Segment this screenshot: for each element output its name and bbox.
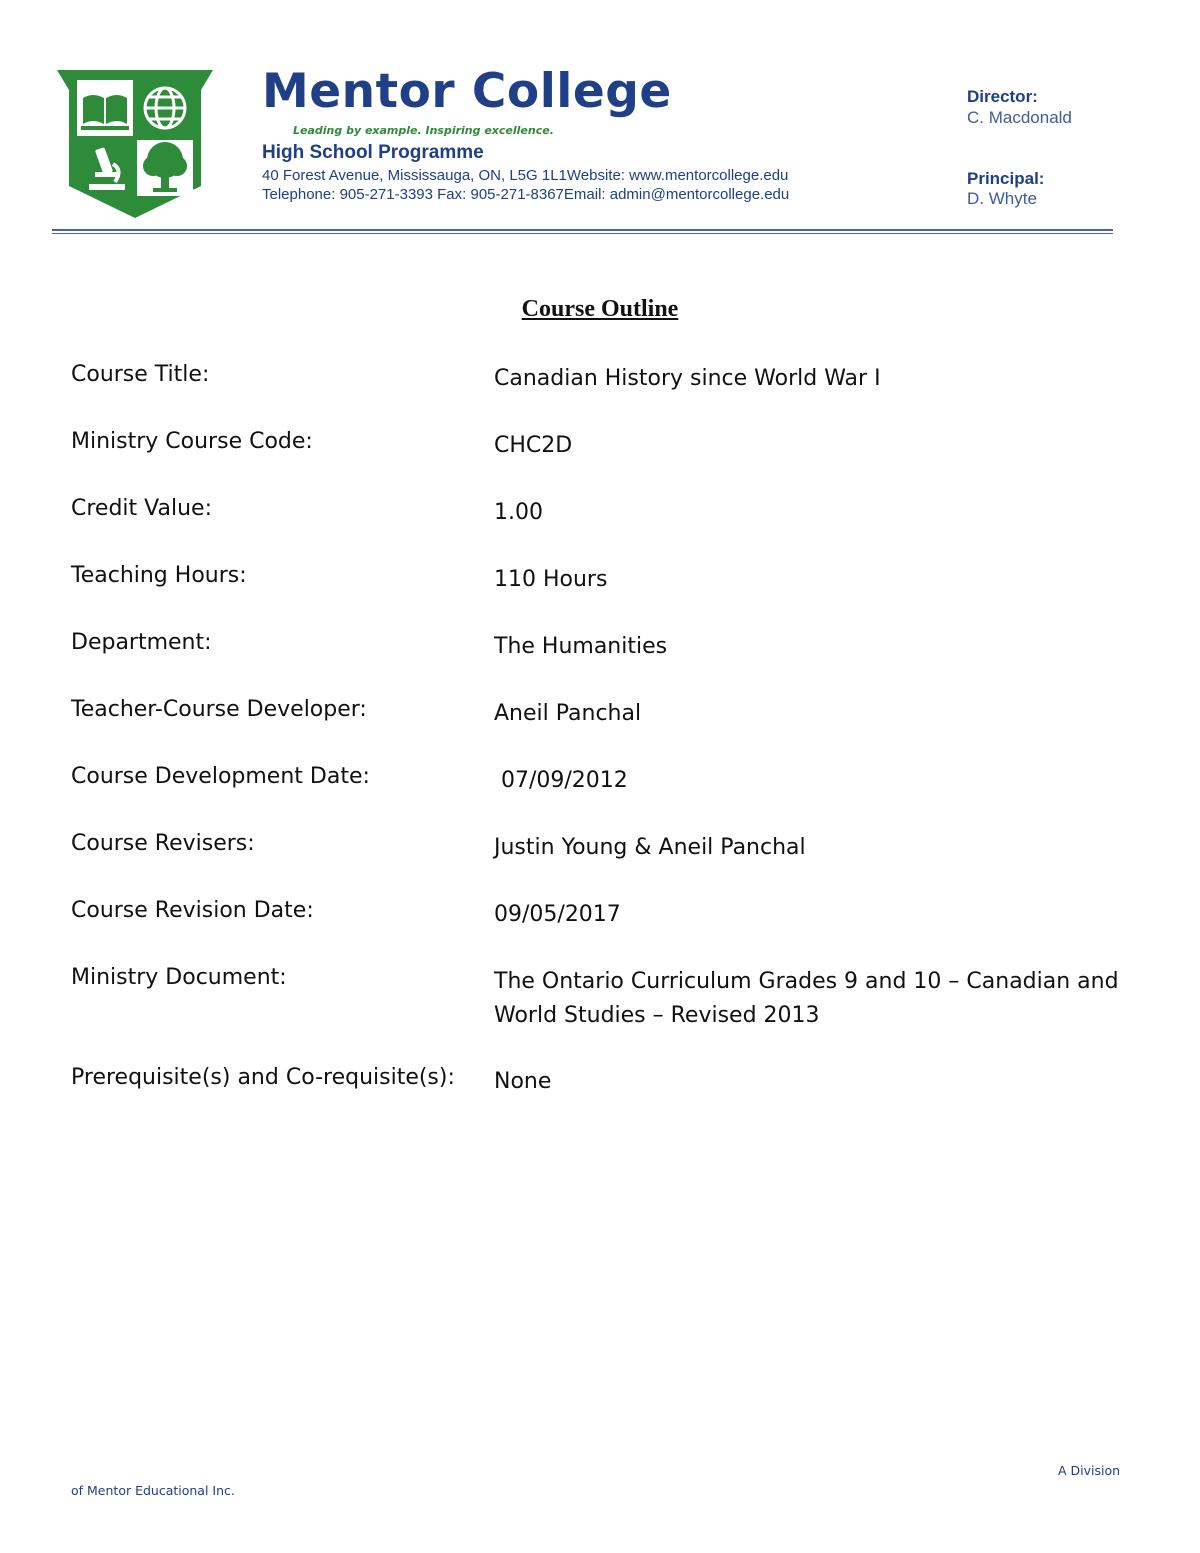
director-label: Director:: [967, 87, 1038, 106]
field-label: Course Revision Date:: [71, 898, 314, 923]
field-value: The Ontario Curriculum Grades 9 and 10 – Canadian and World Studies – Revised 2013: [494, 969, 1119, 1028]
contact-line: Telephone: 905-271-3393 Fax: 905-271-8367Email: admin@mentorcollege.edu: [262, 186, 790, 203]
field-label: Ministry Document:: [71, 965, 287, 990]
field-label: Department:: [71, 630, 212, 655]
field-label: Teacher-Course Developer:: [71, 697, 367, 722]
header-divider: [52, 229, 1113, 234]
tagline: Leading by example. Inspiring excellence.: [293, 124, 554, 137]
footer-company: of Mentor Educational Inc.: [71, 1483, 235, 1498]
field-label: Teaching Hours:: [71, 563, 247, 588]
field-label: Prerequisite(s) and Co-requisite(s):: [71, 1065, 455, 1090]
field-value: The Humanities: [494, 634, 668, 659]
field-label: Course Title:: [71, 362, 210, 387]
principal-name: D. Whyte: [967, 189, 1037, 208]
field-value: Aneil Panchal: [494, 701, 642, 726]
college-name: Mentor College: [262, 64, 672, 119]
field-label: Ministry Course Code:: [71, 429, 313, 454]
field-value: Justin Young & Aneil Panchal: [494, 835, 806, 860]
field-value: CHC2D: [494, 433, 573, 458]
field-value: Canadian History since World War I: [494, 366, 881, 391]
field-label: Credit Value:: [71, 496, 212, 521]
crest-logo: [55, 68, 215, 220]
field-value: 110 Hours: [494, 567, 608, 592]
principal-label: Principal:: [967, 169, 1045, 188]
field-value: 1.00: [494, 500, 543, 525]
field-value: 09/05/2017: [494, 902, 621, 927]
director-name: C. Macdonald: [967, 108, 1072, 127]
document-title: Course Outline: [521, 296, 679, 322]
field-value: 07/09/2012: [494, 768, 628, 793]
address-line: 40 Forest Avenue, Mississauga, ON, L5G 1L1Website: www.mentorcollege.edu: [262, 167, 789, 184]
footer-division: A Division: [1058, 1463, 1121, 1478]
field-label: Course Development Date:: [71, 764, 370, 789]
field-value: None: [494, 1069, 552, 1094]
programme-name: High School Programme: [262, 142, 484, 163]
field-label: Course Revisers:: [71, 831, 255, 856]
